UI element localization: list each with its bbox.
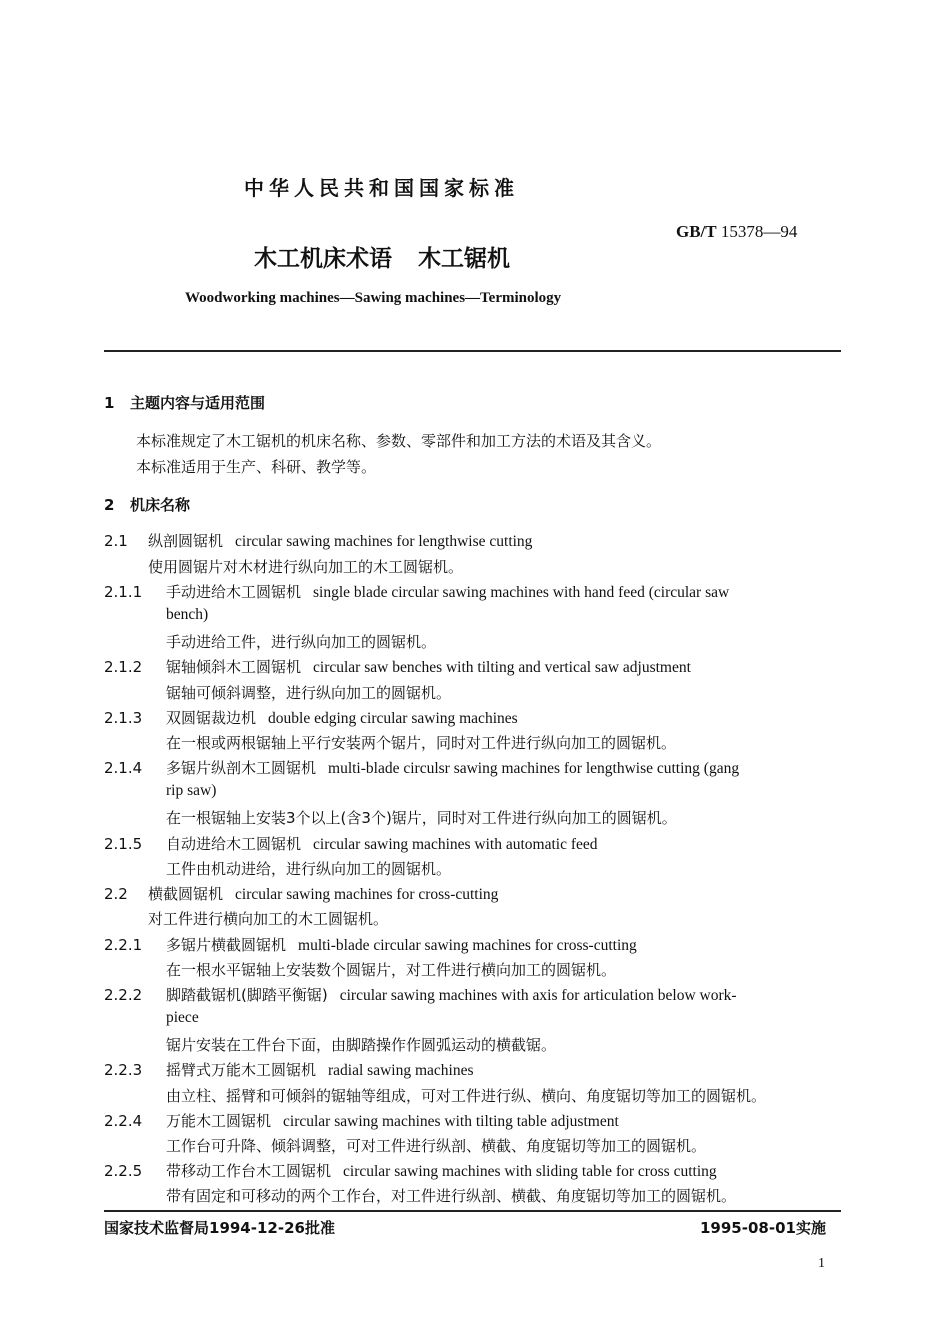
term-en: circular sawing machines for lengthwise cutting bbox=[235, 533, 533, 550]
term-en: circular sawing machines with sliding table for cross cutting bbox=[343, 1163, 717, 1180]
page-number: 1 bbox=[818, 1256, 825, 1271]
approval-date: 国家技术监督局1994-12-26批准 bbox=[104, 1219, 335, 1237]
term-number: 2.2.4 bbox=[104, 1112, 143, 1130]
term-number: 2.1.1 bbox=[104, 583, 143, 601]
footer-divider bbox=[104, 1210, 841, 1212]
chinese-title bbox=[254, 240, 510, 273]
term-2-2-2-definition: 锯片安装在工件台下面，由脚踏操作作圆弧运动的横截锯。 bbox=[166, 1036, 557, 1054]
term-cn: 自动进给木工圆锯机 bbox=[166, 835, 302, 853]
term-2-1-3 bbox=[104, 707, 518, 728]
term-2-2-1-definition: 在一根水平锯轴上安装数个圆锯片，对工件进行横向加工的圆锯机。 bbox=[166, 961, 617, 979]
chinese-title-part1: 木工机床术语 bbox=[254, 246, 392, 272]
term-2-2-3-definition: 由立柱、摇臂和可倾斜的锯轴等组成，可对工件进行纵、横向、角度锯切等加工的圆锯机。 bbox=[166, 1087, 767, 1105]
term-en: circular sawing machines with axis for articulation below work- bbox=[339, 987, 737, 1004]
term-en: circular sawing machines for cross-cutting bbox=[235, 886, 499, 903]
term-2-1 bbox=[104, 530, 532, 551]
term-cn: 脚踏截锯机(脚踏平衡锯) bbox=[166, 986, 328, 1004]
term-2-1-4 bbox=[104, 757, 739, 778]
term-en: circular sawing machines with automatic feed bbox=[313, 836, 598, 853]
standard-code-prefix: GB/T bbox=[676, 222, 717, 241]
term-2-2-definition: 对工件进行横向加工的木工圆锯机。 bbox=[148, 910, 389, 928]
term-en: circular saw benches with tilting and vertical saw adjustment bbox=[313, 659, 691, 676]
term-cn: 多锯片横截圆锯机 bbox=[166, 936, 287, 954]
term-2-2-4 bbox=[104, 1110, 619, 1131]
term-cn: 带移动工作台木工圆锯机 bbox=[166, 1162, 332, 1180]
term-2-2-5-definition: 带有固定和可移动的两个工作台，对工件进行纵剖、横截、角度锯切等加工的圆锯机。 bbox=[166, 1187, 737, 1205]
term-cn: 纵剖圆锯机 bbox=[148, 532, 224, 550]
term-2-1-2 bbox=[104, 656, 691, 677]
term-en: circular sawing machines with tilting table adjustment bbox=[283, 1113, 619, 1130]
term-en: multi-blade circular sawing machines for cross-cutting bbox=[298, 937, 637, 954]
term-2-1-3-definition: 在一根或两根锯轴上平行安装两个锯片，同时对工件进行纵向加工的圆锯机。 bbox=[166, 734, 677, 752]
term-number: 2.2.2 bbox=[104, 986, 143, 1004]
term-number: 2.1 bbox=[104, 532, 128, 550]
term-number: 2.1.4 bbox=[104, 759, 143, 777]
term-2-1-5-definition: 工件由机动进给，进行纵向加工的圆锯机。 bbox=[166, 860, 452, 878]
term-2-1-1-definition: 手动进给工件，进行纵向加工的圆锯机。 bbox=[166, 633, 437, 651]
chinese-title-part2: 木工锯机 bbox=[418, 246, 510, 272]
term-2-2-1 bbox=[104, 934, 637, 955]
term-2-1-1 bbox=[104, 581, 729, 602]
section-number: 2 bbox=[104, 496, 115, 514]
term-2-2-3 bbox=[104, 1059, 474, 1080]
section-number: 1 bbox=[104, 394, 115, 412]
term-2-1-5 bbox=[104, 833, 598, 854]
section-title: 机床名称 bbox=[130, 496, 191, 514]
term-cn: 多锯片纵剖木工圆锯机 bbox=[166, 759, 317, 777]
term-2-2-5 bbox=[104, 1160, 717, 1181]
section-1-heading bbox=[104, 392, 265, 413]
scope-paragraph-2: 本标准适用于生产、科研、教学等。 bbox=[136, 458, 377, 476]
term-number: 2.2.1 bbox=[104, 936, 143, 954]
term-2-1-2-definition: 锯轴可倾斜调整，进行纵向加工的圆锯机。 bbox=[166, 684, 452, 702]
term-number: 2.1.5 bbox=[104, 835, 143, 853]
term-cn: 锯轴倾斜木工圆锯机 bbox=[166, 658, 302, 676]
term-2-1-definition: 使用圆锯片对木材进行纵向加工的木工圆锯机。 bbox=[148, 558, 464, 576]
term-2-2 bbox=[104, 883, 498, 904]
term-en: single blade circular sawing machines with hand feed (circular saw bbox=[313, 584, 730, 601]
term-en: double edging circular sawing machines bbox=[268, 710, 518, 727]
term-2-1-1-en-continued: bench) bbox=[166, 606, 209, 623]
term-cn: 手动进给木工圆锯机 bbox=[166, 583, 302, 601]
effective-date: 1995-08-01实施 bbox=[700, 1219, 826, 1237]
term-2-2-4-definition: 工作台可升降、倾斜调整，可对工件进行纵剖、横截、角度锯切等加工的圆锯机。 bbox=[166, 1137, 707, 1155]
term-en: radial sawing machines bbox=[328, 1062, 474, 1079]
header-divider bbox=[104, 350, 841, 352]
term-en: multi-blade circulsr sawing machines for lengthwise cutting (gang bbox=[328, 760, 740, 777]
term-cn: 摇臂式万能木工圆锯机 bbox=[166, 1061, 317, 1079]
national-standard-header: 中华人民共和国国家标准 bbox=[244, 176, 519, 200]
term-2-2-2-en-continued: piece bbox=[166, 1009, 199, 1026]
term-cn: 双圆锯裁边机 bbox=[166, 709, 257, 727]
standard-code-number: 15378—94 bbox=[720, 222, 798, 241]
term-2-1-4-en-continued: rip saw) bbox=[166, 782, 217, 799]
term-2-2-2 bbox=[104, 984, 737, 1005]
term-number: 2.2 bbox=[104, 885, 128, 903]
term-cn: 横截圆锯机 bbox=[148, 885, 224, 903]
term-2-1-4-definition: 在一根锯轴上安装3个以上(含3个)锯片，同时对工件进行纵向加工的圆锯机。 bbox=[166, 809, 677, 827]
term-number: 2.1.3 bbox=[104, 709, 143, 727]
english-title: Woodworking machines—Sawing machines—Terminology bbox=[185, 290, 562, 306]
scope-paragraph-1: 本标准规定了木工锯机的机床名称、参数、零部件和加工方法的术语及其含义。 bbox=[136, 432, 662, 450]
term-number: 2.1.2 bbox=[104, 658, 143, 676]
term-number: 2.2.5 bbox=[104, 1162, 143, 1180]
term-cn: 万能木工圆锯机 bbox=[166, 1112, 272, 1130]
standard-code bbox=[676, 222, 797, 242]
section-title: 主题内容与适用范围 bbox=[130, 394, 266, 412]
section-2-heading bbox=[104, 494, 190, 515]
term-number: 2.2.3 bbox=[104, 1061, 143, 1079]
